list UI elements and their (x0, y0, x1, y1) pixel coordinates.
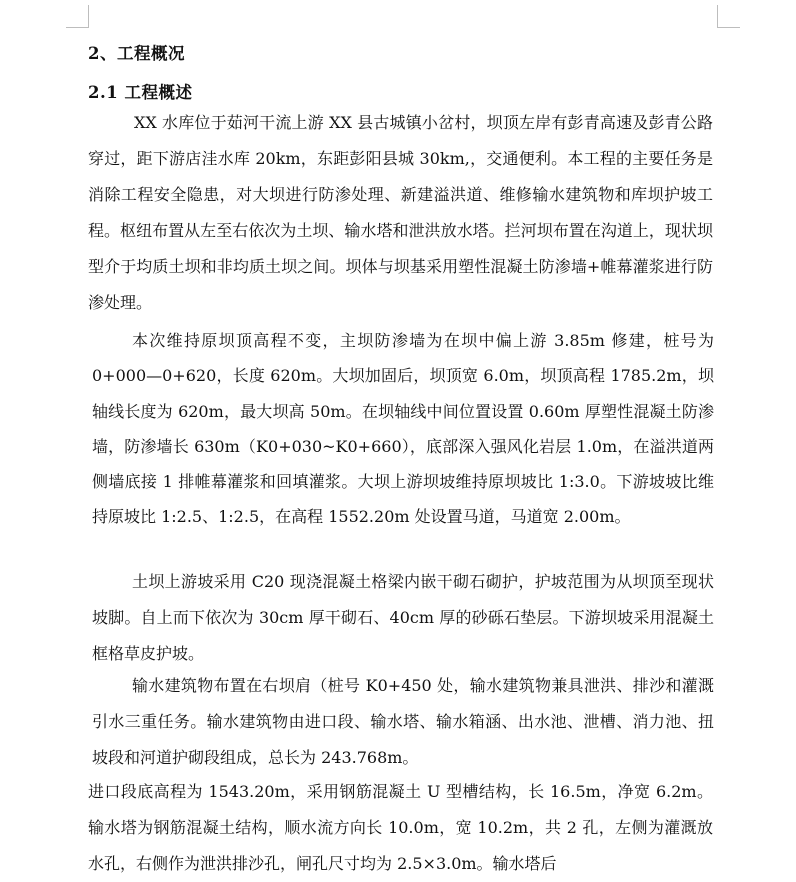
section-heading: 2、工程概况 (88, 44, 185, 63)
paragraph-5: 进口段底高程为 1543.20m，采用钢筋混凝土 U 型槽结构，长 16.5m，净宽 6.2m。输水塔为钢筋混凝土结构，顺水流方向长 10.0m，宽 10.2m，共 2 孔，左侧为灌溉放水孔，右侧作为泄洪排沙孔，闸孔尺寸均为 2.5×3.0m。输水塔后 (88, 782, 713, 873)
paragraph-3: 土坝上游坡采用 C20 现浇混凝土格梁内嵌干砌石砌护，护坡范围为从坝顶至现状坡脚。自上而下依次为 30cm 厚干砌石、40cm 厚的砂砾石垫层。下游坝坡采用混凝土框格草皮护坡。 (92, 572, 714, 663)
paragraph-1: XX 水库位于茹河干流上游 XX 县古城镇小岔村，坝顶左岸有彭青高速及彭青公路穿过，距下游店洼水库 20km，东距彭阳县城 30km,，交通便利。本工程的主要任务是消除工程安全隐患，对大坝进行防渗处理、新建溢洪道、维修输水建筑物和库坝护坡工程。枢纽布置从左至右依次为土坝、输水塔和泄洪放水塔。拦河坝布置在沟道上，现状坝型介于均质土坝和非均质土坝之间。坝体与坝基采用塑性混凝土防渗墙+帷幕灌浆进行防渗处理。 (88, 113, 713, 312)
paragraph-4: 输水建筑物布置在右坝肩（桩号 K0+450 处，输水建筑物兼具泄洪、排沙和灌溉引水三重任务。输水建筑物由进口段、输水塔、输水箱涵、出水池、泄槽、消力池、扭坡段和河道护砌段组成，总长为 243.768m。 (92, 676, 714, 767)
paragraph-2: 本次维持原坝顶高程不变，主坝防渗墙为在坝中偏上游 3.85m 修建，桩号为 0+000—0+620，长度 620m。大坝加固后，坝顶宽 6.0m，坝顶高程 1785.2m，坝轴线长度为 620m，最大坝高 50m。在坝轴线中间位置设置 0.60m 厚塑性混凝土防渗墙，防渗墙长 630m（K0+030~K0+660），底部深入强风化岩层 1.0m，在溢洪道两侧墙底接 1 排帷幕灌浆和回填灌浆。大坝上游坝坡维持原坝坡比 1:3.0。下游坡坡比维持原坡比 1:2.5、1:2.5，在高程 1552.20m 处设置马道，马道宽 2.00m。 (92, 331, 714, 527)
subsection-heading: 2.1 工程概述 (88, 83, 193, 102)
page-corner-mark-right (717, 5, 740, 28)
page-corner-mark-left (66, 5, 89, 28)
